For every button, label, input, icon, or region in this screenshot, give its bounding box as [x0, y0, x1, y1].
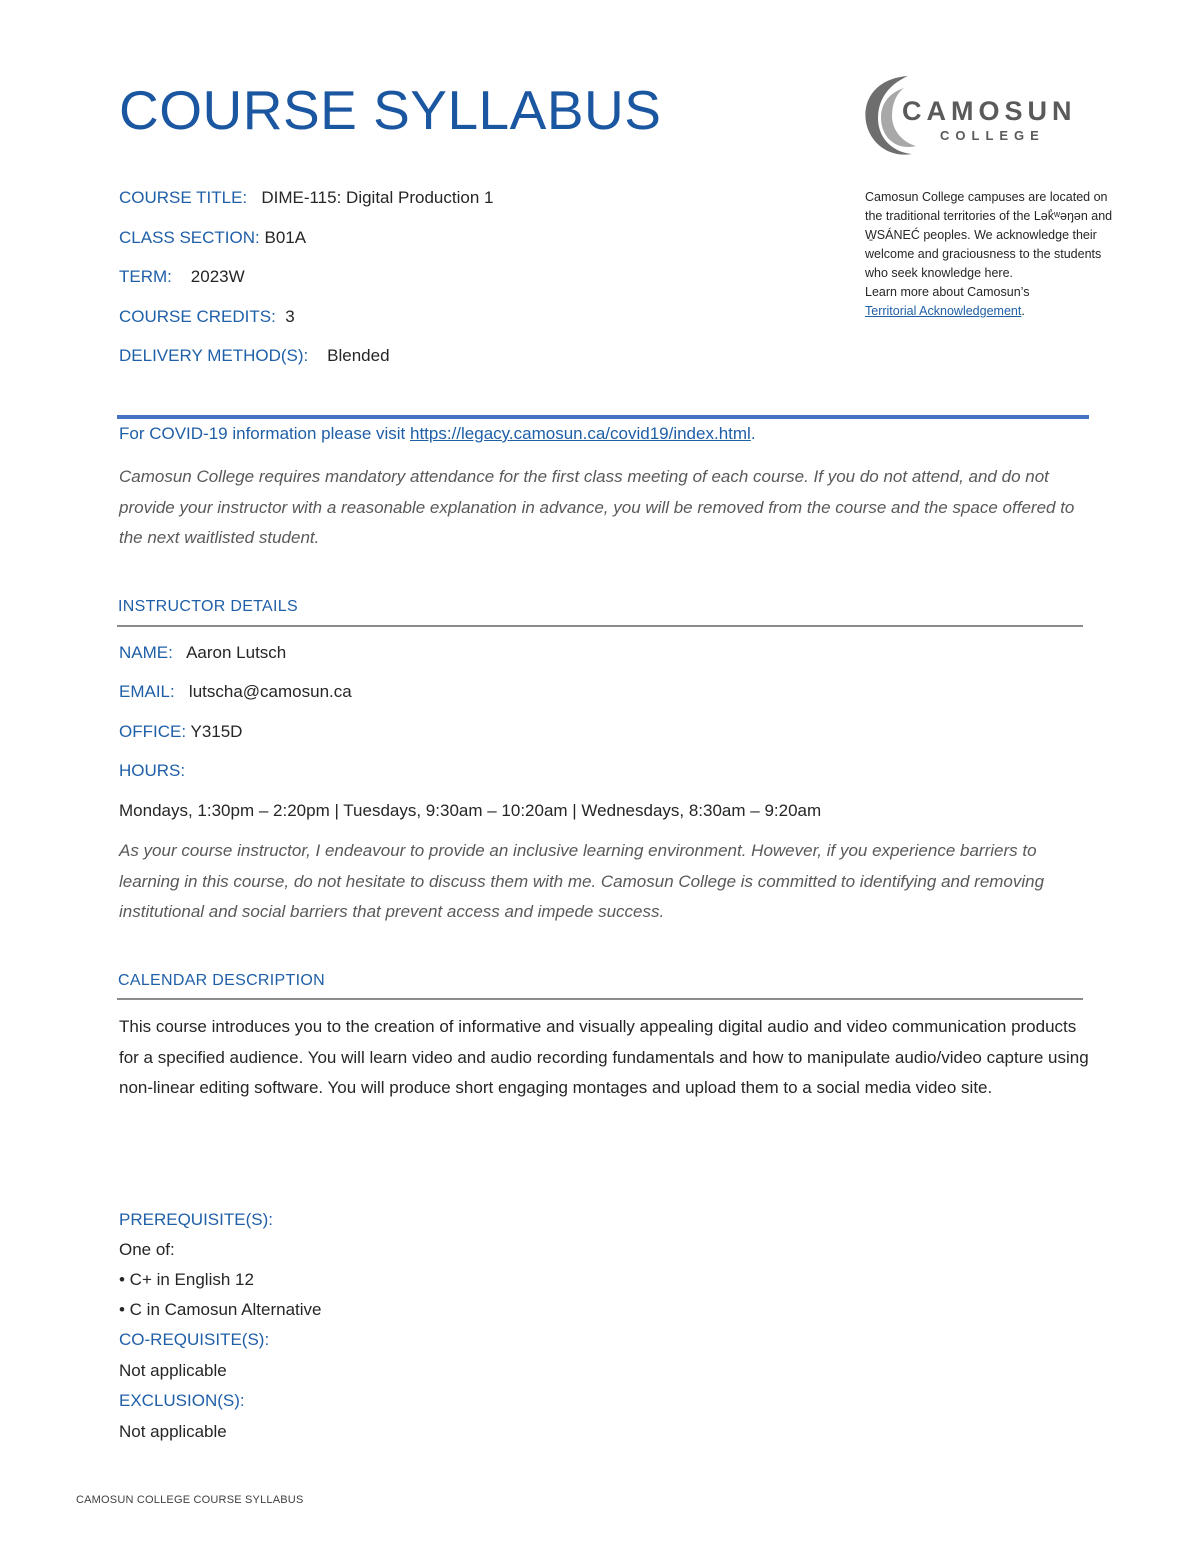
corequisites-label: CO-REQUISITE(S):	[119, 1330, 270, 1349]
attendance-note: Camosun College requires mandatory attendance for the first class meeting of each course. If you do not attend, and do not provide your instructor with a reasonable explanation in advance, you will be removed from the course and the space offered to the next waitlisted student.	[119, 467, 1075, 547]
page-footer: CAMOSUN COLLEGE COURSE SYLLABUS	[76, 1494, 304, 1506]
acknowledgement-text: Camosun College campuses are located on the traditional territories of the Lək̓ʷəŋən and W̱SÁNEĆ peoples. We acknowledge their welcome and graciousness to the students who seek knowledge here.	[865, 190, 1113, 280]
acknowledgement-link-suffix: .	[1021, 304, 1025, 318]
logo-subword: COLLEGE	[940, 128, 1045, 143]
prerequisite-item: • C in Camosun Alternative	[119, 1300, 322, 1319]
term-value: 2023W	[190, 267, 245, 286]
course-title-label: COURSE TITLE:	[119, 188, 248, 207]
term-field	[119, 267, 245, 287]
calendar-description: This course introduces you to the creation of informative and visually appealing digital audio and video communication products for a specified audience. You will learn video and audio recording fundamentals and how to manipulate audio/video capture using non-linear editing software. You will produce short engaging montages and upload them to a social media video site.	[119, 1017, 1089, 1097]
prerequisites-label: PREREQUISITE(S):	[119, 1210, 273, 1229]
delivery-method-label: DELIVERY METHOD(S):	[119, 346, 309, 365]
prerequisite-item: • C+ in English 12	[119, 1270, 254, 1289]
instructor-divider	[117, 625, 1083, 627]
calendar-description-heading: CALENDAR DESCRIPTION	[118, 972, 325, 989]
instructor-office-field	[119, 722, 242, 742]
instructor-details-heading: INSTRUCTOR DETAILS	[118, 598, 298, 615]
prerequisites-intro: One of:	[119, 1240, 175, 1259]
instructor-hours-label: HOURS:	[119, 761, 186, 780]
delivery-method-value: Blended	[327, 346, 390, 365]
territorial-acknowledgement-link[interactable]: Territorial Acknowledgement	[865, 304, 1022, 318]
camosun-logo	[860, 72, 1080, 160]
instructor-name-label: NAME:	[119, 643, 173, 662]
instructor-name-field	[119, 643, 286, 663]
delivery-method-field	[119, 346, 390, 366]
logo-wordmark: CAMOSUN	[902, 96, 1077, 126]
course-credits-field	[119, 307, 295, 327]
inclusion-note: As your course instructor, I endeavour to provide an inclusive learning environment. However, if you experience barriers to learning in this course, do not hesitate to discuss them with me. Camosun College is committed to identifying and removing institutional and social barriers that prevent access and impede success.	[119, 841, 1045, 921]
corequisites-value: Not applicable	[119, 1361, 227, 1380]
covid-suffix: .	[750, 424, 756, 443]
course-title-field	[119, 188, 493, 208]
instructor-email-field	[119, 682, 352, 702]
covid-link[interactable]: https://legacy.camosun.ca/covid19/index.html	[410, 424, 751, 443]
section-divider	[117, 415, 1089, 419]
instructor-name-value: Aaron Lutsch	[186, 643, 287, 662]
territorial-acknowledgement	[865, 188, 1115, 321]
course-title-value: DIME-115: Digital Production 1	[261, 188, 494, 207]
instructor-hours-value: Mondays, 1:30pm – 2:20pm | Tuesdays, 9:30am – 10:20am | Wednesdays, 8:30am – 9:20am	[119, 801, 822, 820]
covid-info	[119, 424, 756, 444]
instructor-hours-field	[119, 761, 185, 781]
exclusions-label: EXCLUSION(S):	[119, 1391, 245, 1410]
course-credits-label: COURSE CREDITS:	[119, 307, 276, 326]
term-label: TERM:	[119, 267, 172, 286]
course-credits-value: 3	[285, 307, 295, 326]
exclusions-value: Not applicable	[119, 1422, 227, 1441]
class-section-label: CLASS SECTION:	[119, 228, 260, 247]
page-title: COURSE SYLLABUS	[119, 79, 662, 141]
instructor-email-value: lutscha@camosun.ca	[188, 682, 352, 701]
instructor-office-label: OFFICE:	[119, 722, 187, 741]
covid-text: For COVID-19 information please visit	[119, 424, 410, 443]
class-section-field	[119, 228, 306, 248]
acknowledgement-learn-more: Learn more about Camosun’s	[865, 285, 1030, 299]
instructor-email-label: EMAIL:	[119, 682, 175, 701]
calendar-divider	[117, 998, 1083, 1000]
instructor-office-value: Y315D	[190, 722, 243, 741]
class-section-value: B01A	[264, 228, 307, 247]
